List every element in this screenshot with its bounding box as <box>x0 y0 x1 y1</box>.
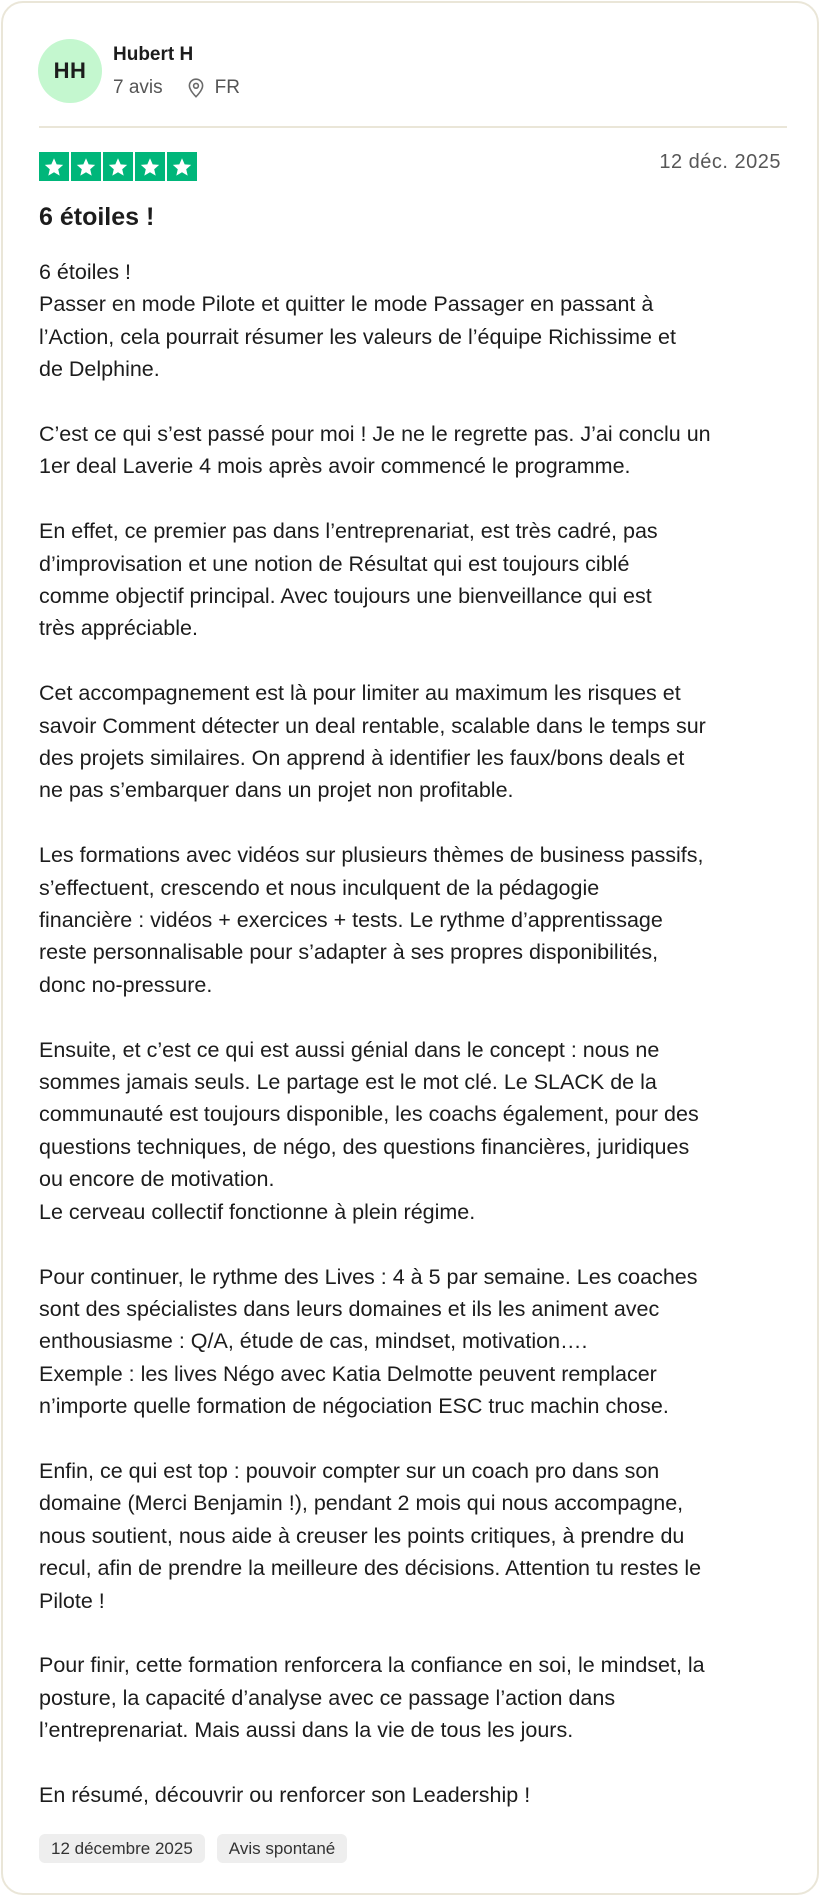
review-line: l’entreprenariat. Mais aussi dans la vie de tous les jours. <box>39 1718 574 1743</box>
review-line: très appréciable. <box>39 616 198 641</box>
review-line: recul, afin de prendre la meilleure des décisions. Attention tu restes le <box>39 1556 702 1581</box>
review-line: comme objectif principal. Avec toujours une bienveillance qui est <box>39 584 652 609</box>
review-line: d’improvisation et une notion de Résultat qui est toujours ciblé <box>39 551 630 576</box>
review-line: de Delphine. <box>39 357 160 382</box>
header-divider <box>39 126 787 128</box>
review-line: reste personnalisable pour s’adapter à ses propres disponibilités, <box>39 940 659 965</box>
review-line: Pilote ! <box>39 1588 105 1613</box>
review-title[interactable]: 6 étoiles ! <box>39 203 155 231</box>
review-line: s’effectuent, crescendo et nous inculquent de la pédagogie <box>39 875 600 900</box>
review-line: communauté est toujours disponible, les coachs également, pour des <box>39 1102 699 1127</box>
review-line: n’importe quelle formation de négociation ESC truc machin chose. <box>39 1394 669 1419</box>
review-line: Ensuite, et c’est ce qui est aussi génial dans le concept : nous ne <box>39 1037 660 1062</box>
review-paragraph <box>39 839 795 1001</box>
star-icon <box>39 152 69 181</box>
review-line: Enfin, ce qui est top : pouvoir compter sur un coach pro dans son <box>39 1458 660 1483</box>
review-paragraph <box>39 1034 795 1228</box>
review-paragraph <box>39 1649 795 1746</box>
review-line: donc no-pressure. <box>39 972 213 997</box>
review-line: ne pas s’embarquer dans un projet non profitable. <box>39 778 514 803</box>
review-paragraph <box>39 256 795 386</box>
review-line: enthousiasme : Q/A, étude de cas, mindset, motivation…. <box>39 1329 588 1354</box>
review-line: des projets similaires. On apprend à identifier les faux/bons deals et <box>39 746 685 771</box>
review-line: En résumé, découvrir ou renforcer son Leadership ! <box>39 1782 531 1807</box>
review-paragraph <box>39 677 795 807</box>
review-paragraph <box>39 1261 795 1423</box>
review-line: ou encore de motivation. <box>39 1167 275 1192</box>
review-line: Cet accompagnement est là pour limiter au maximum les risques et <box>39 681 681 706</box>
review-paragraph <box>39 1779 795 1811</box>
review-paragraph <box>39 515 795 645</box>
review-line: Le cerveau collectif fonctionne à plein régime. <box>39 1199 476 1224</box>
review-line: financière : vidéos + exercices + tests. Le rythme d’apprentissage <box>39 908 663 933</box>
review-line: En effet, ce premier pas dans l’entreprenariat, est très cadré, pas <box>39 519 658 544</box>
experience-date-tag: 12 décembre 2025 <box>39 1834 205 1863</box>
review-body <box>39 256 795 1811</box>
review-line: domaine (Merci Benjamin !), pendant 2 mois qui nous accompagne, <box>39 1491 684 1516</box>
location-pin-icon <box>187 78 205 98</box>
review-line: posture, la capacité d’analyse avec ce passage l’action dans <box>39 1685 616 1710</box>
avatar[interactable]: HH <box>38 39 102 103</box>
review-line: Les formations avec vidéos sur plusieurs thèmes de business passifs, <box>39 843 704 868</box>
review-line: savoir Comment détecter un deal rentable, scalable dans le temps sur <box>39 713 706 738</box>
consumer-info <box>113 43 240 99</box>
review-line: Exemple : les lives Négo avec Katia Delmotte peuvent remplacer <box>39 1361 657 1386</box>
review-line: Pour continuer, le rythme des Lives : 4 à 5 par semaine. Les coaches <box>39 1264 698 1289</box>
review-line: 6 étoiles ! <box>39 260 132 284</box>
consumer-meta <box>113 77 240 99</box>
star-icon <box>71 152 101 181</box>
review-paragraph <box>39 1455 795 1617</box>
review-source-tag[interactable]: Avis spontané <box>217 1834 347 1863</box>
star-icon <box>135 152 165 181</box>
consumer-country: FR <box>214 77 240 98</box>
review-card <box>1 1 819 1895</box>
review-date: 12 déc. 2025 <box>659 151 781 173</box>
review-line: Passer en mode Pilote et quitter le mode Passager en passant à <box>39 292 654 317</box>
star-icon <box>167 152 197 181</box>
star-rating <box>39 152 197 181</box>
consumer-name[interactable]: Hubert H <box>113 44 194 65</box>
review-line: nous soutient, nous aide à creuser les points critiques, à prendre du <box>39 1523 685 1548</box>
star-icon <box>103 152 133 181</box>
reviews-count: 7 avis <box>113 77 163 98</box>
review-line: sont des spécialistes dans leurs domaines et ils les animent avec <box>39 1296 660 1321</box>
review-line: sommes jamais seuls. Le partage est le mot clé. Le SLACK de la <box>39 1070 657 1095</box>
review-line: 1er deal Laverie 4 mois après avoir commencé le programme. <box>39 454 631 479</box>
review-line: C’est ce qui s’est passé pour moi ! Je ne le regrette pas. J’ai conclu un <box>39 422 711 447</box>
review-paragraph <box>39 418 795 483</box>
consumer-header <box>38 39 240 103</box>
review-line: Pour finir, cette formation renforcera la confiance en soi, le mindset, la <box>39 1653 705 1678</box>
review-tags <box>39 1834 347 1863</box>
review-line: l’Action, cela pourrait résumer les valeurs de l’équipe Richissime et <box>39 324 676 349</box>
review-line: questions techniques, de négo, des questions financières, juridiques <box>39 1134 690 1159</box>
